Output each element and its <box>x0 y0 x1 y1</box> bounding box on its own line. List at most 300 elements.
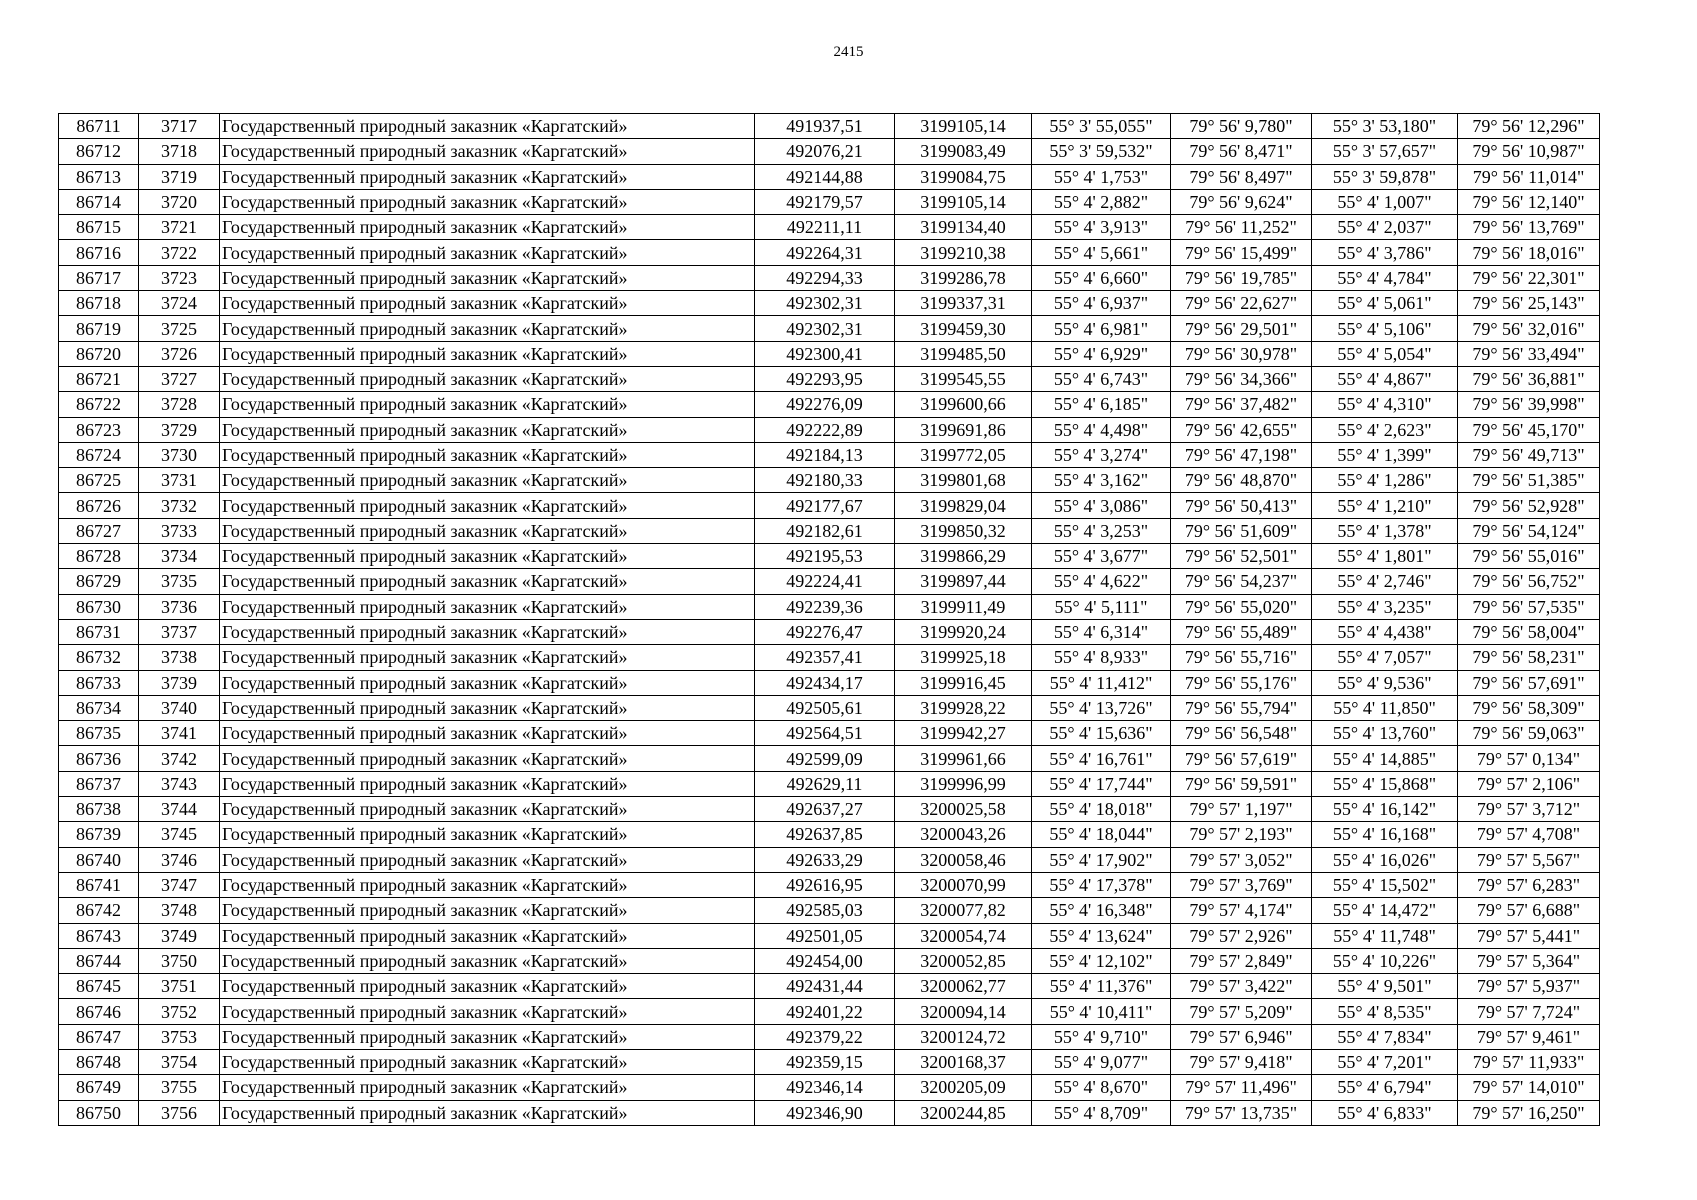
point-number-cell: 3739 <box>139 670 220 695</box>
longitude-alt-cell: 79° 57' 6,688" <box>1458 898 1600 923</box>
y-coordinate-cell: 3199084,75 <box>895 164 1032 189</box>
latitude-cell: 55° 4' 10,411" <box>1032 999 1171 1024</box>
latitude-alt-cell: 55° 4' 15,502" <box>1312 872 1458 897</box>
object-name-cell: Государственный природный заказник «Каргатский» <box>220 392 755 417</box>
object-name-cell: Государственный природный заказник «Каргатский» <box>220 847 755 872</box>
y-coordinate-cell: 3199691,86 <box>895 417 1032 442</box>
latitude-cell: 55° 4' 11,376" <box>1032 974 1171 999</box>
x-coordinate-cell: 492633,29 <box>755 847 895 872</box>
row-number-cell: 86736 <box>59 746 139 771</box>
longitude-alt-cell: 79° 56' 58,231" <box>1458 645 1600 670</box>
x-coordinate-cell: 492184,13 <box>755 442 895 467</box>
point-number-cell: 3752 <box>139 999 220 1024</box>
object-name-cell: Государственный природный заказник «Каргатский» <box>220 974 755 999</box>
x-coordinate-cell: 492211,11 <box>755 215 895 240</box>
longitude-alt-cell: 79° 56' 58,004" <box>1458 619 1600 644</box>
longitude-alt-cell: 79° 56' 57,535" <box>1458 594 1600 619</box>
object-name-cell: Государственный природный заказник «Каргатский» <box>220 114 755 139</box>
y-coordinate-cell: 3200077,82 <box>895 898 1032 923</box>
latitude-cell: 55° 4' 4,622" <box>1032 569 1171 594</box>
table-row <box>59 1075 1600 1100</box>
point-number-cell: 3724 <box>139 291 220 316</box>
y-coordinate-cell: 3199928,22 <box>895 695 1032 720</box>
longitude-cell: 79° 56' 56,548" <box>1171 721 1312 746</box>
point-number-cell: 3751 <box>139 974 220 999</box>
latitude-cell: 55° 4' 13,726" <box>1032 695 1171 720</box>
latitude-alt-cell: 55° 4' 4,310" <box>1312 392 1458 417</box>
latitude-cell: 55° 4' 3,274" <box>1032 442 1171 467</box>
table-row <box>59 544 1600 569</box>
x-coordinate-cell: 492180,33 <box>755 468 895 493</box>
y-coordinate-cell: 3199772,05 <box>895 442 1032 467</box>
object-name-cell: Государственный природный заказник «Каргатский» <box>220 948 755 973</box>
x-coordinate-cell: 492294,33 <box>755 265 895 290</box>
latitude-alt-cell: 55° 4' 1,007" <box>1312 189 1458 214</box>
row-number-cell: 86717 <box>59 265 139 290</box>
point-number-cell: 3749 <box>139 923 220 948</box>
latitude-alt-cell: 55° 4' 4,867" <box>1312 366 1458 391</box>
row-number-cell: 86723 <box>59 417 139 442</box>
object-name-cell: Государственный природный заказник «Каргатский» <box>220 695 755 720</box>
longitude-cell: 79° 56' 11,252" <box>1171 215 1312 240</box>
latitude-alt-cell: 55° 4' 2,623" <box>1312 417 1458 442</box>
row-number-cell: 86725 <box>59 468 139 493</box>
latitude-cell: 55° 4' 17,902" <box>1032 847 1171 872</box>
table-row <box>59 999 1600 1024</box>
longitude-cell: 79° 56' 34,366" <box>1171 366 1312 391</box>
latitude-cell: 55° 4' 16,348" <box>1032 898 1171 923</box>
latitude-alt-cell: 55° 4' 13,760" <box>1312 721 1458 746</box>
longitude-cell: 79° 57' 2,193" <box>1171 822 1312 847</box>
longitude-alt-cell: 79° 57' 5,441" <box>1458 923 1600 948</box>
latitude-cell: 55° 4' 17,378" <box>1032 872 1171 897</box>
latitude-cell: 55° 4' 18,018" <box>1032 797 1171 822</box>
latitude-alt-cell: 55° 4' 1,210" <box>1312 493 1458 518</box>
object-name-cell: Государственный природный заказник «Каргатский» <box>220 316 755 341</box>
point-number-cell: 3748 <box>139 898 220 923</box>
longitude-cell: 79° 56' 19,785" <box>1171 265 1312 290</box>
latitude-cell: 55° 4' 6,937" <box>1032 291 1171 316</box>
table-row <box>59 1100 1600 1125</box>
latitude-alt-cell: 55° 4' 6,833" <box>1312 1100 1458 1125</box>
table-row <box>59 493 1600 518</box>
y-coordinate-cell: 3199286,78 <box>895 265 1032 290</box>
longitude-alt-cell: 79° 56' 52,928" <box>1458 493 1600 518</box>
x-coordinate-cell: 492144,88 <box>755 164 895 189</box>
latitude-cell: 55° 4' 16,761" <box>1032 746 1171 771</box>
object-name-cell: Государственный природный заказник «Каргатский» <box>220 139 755 164</box>
longitude-alt-cell: 79° 57' 14,010" <box>1458 1075 1600 1100</box>
point-number-cell: 3743 <box>139 771 220 796</box>
y-coordinate-cell: 3200094,14 <box>895 999 1032 1024</box>
longitude-cell: 79° 56' 30,978" <box>1171 341 1312 366</box>
longitude-alt-cell: 79° 57' 11,933" <box>1458 1049 1600 1074</box>
object-name-cell: Государственный природный заказник «Каргатский» <box>220 999 755 1024</box>
longitude-alt-cell: 79° 57' 0,134" <box>1458 746 1600 771</box>
longitude-cell: 79° 56' 9,624" <box>1171 189 1312 214</box>
row-number-cell: 86740 <box>59 847 139 872</box>
x-coordinate-cell: 492276,09 <box>755 392 895 417</box>
x-coordinate-cell: 492346,90 <box>755 1100 895 1125</box>
longitude-cell: 79° 56' 55,716" <box>1171 645 1312 670</box>
point-number-cell: 3746 <box>139 847 220 872</box>
x-coordinate-cell: 492302,31 <box>755 291 895 316</box>
row-number-cell: 86732 <box>59 645 139 670</box>
longitude-alt-cell: 79° 56' 36,881" <box>1458 366 1600 391</box>
table-row <box>59 948 1600 973</box>
x-coordinate-cell: 492224,41 <box>755 569 895 594</box>
x-coordinate-cell: 492276,47 <box>755 619 895 644</box>
longitude-alt-cell: 79° 56' 10,987" <box>1458 139 1600 164</box>
object-name-cell: Государственный природный заказник «Каргатский» <box>220 1024 755 1049</box>
x-coordinate-cell: 492264,31 <box>755 240 895 265</box>
longitude-cell: 79° 57' 1,197" <box>1171 797 1312 822</box>
latitude-cell: 55° 4' 3,162" <box>1032 468 1171 493</box>
y-coordinate-cell: 3200062,77 <box>895 974 1032 999</box>
longitude-alt-cell: 79° 57' 4,708" <box>1458 822 1600 847</box>
table-row <box>59 1024 1600 1049</box>
longitude-alt-cell: 79° 57' 2,106" <box>1458 771 1600 796</box>
row-number-cell: 86749 <box>59 1075 139 1100</box>
y-coordinate-cell: 3199083,49 <box>895 139 1032 164</box>
latitude-alt-cell: 55° 4' 3,235" <box>1312 594 1458 619</box>
y-coordinate-cell: 3200205,09 <box>895 1075 1032 1100</box>
latitude-cell: 55° 4' 5,111" <box>1032 594 1171 619</box>
longitude-alt-cell: 79° 56' 56,752" <box>1458 569 1600 594</box>
latitude-cell: 55° 4' 9,077" <box>1032 1049 1171 1074</box>
row-number-cell: 86727 <box>59 518 139 543</box>
longitude-cell: 79° 56' 57,619" <box>1171 746 1312 771</box>
x-coordinate-cell: 491937,51 <box>755 114 895 139</box>
longitude-cell: 79° 56' 55,489" <box>1171 619 1312 644</box>
latitude-alt-cell: 55° 4' 11,748" <box>1312 923 1458 948</box>
y-coordinate-cell: 3200054,74 <box>895 923 1032 948</box>
point-number-cell: 3750 <box>139 948 220 973</box>
table-row <box>59 923 1600 948</box>
point-number-cell: 3717 <box>139 114 220 139</box>
object-name-cell: Государственный природный заказник «Каргатский» <box>220 594 755 619</box>
point-number-cell: 3731 <box>139 468 220 493</box>
point-number-cell: 3719 <box>139 164 220 189</box>
longitude-alt-cell: 79° 57' 5,937" <box>1458 974 1600 999</box>
object-name-cell: Государственный природный заказник «Каргатский» <box>220 771 755 796</box>
x-coordinate-cell: 492564,51 <box>755 721 895 746</box>
longitude-cell: 79° 57' 5,209" <box>1171 999 1312 1024</box>
y-coordinate-cell: 3199545,55 <box>895 366 1032 391</box>
latitude-alt-cell: 55° 4' 5,061" <box>1312 291 1458 316</box>
latitude-cell: 55° 3' 55,055" <box>1032 114 1171 139</box>
longitude-cell: 79° 56' 8,497" <box>1171 164 1312 189</box>
row-number-cell: 86737 <box>59 771 139 796</box>
longitude-alt-cell: 79° 56' 57,691" <box>1458 670 1600 695</box>
longitude-cell: 79° 56' 54,237" <box>1171 569 1312 594</box>
x-coordinate-cell: 492293,95 <box>755 366 895 391</box>
row-number-cell: 86742 <box>59 898 139 923</box>
x-coordinate-cell: 492434,17 <box>755 670 895 695</box>
row-number-cell: 86747 <box>59 1024 139 1049</box>
table-row <box>59 291 1600 316</box>
object-name-cell: Государственный природный заказник «Каргатский» <box>220 442 755 467</box>
latitude-alt-cell: 55° 4' 9,501" <box>1312 974 1458 999</box>
point-number-cell: 3735 <box>139 569 220 594</box>
longitude-cell: 79° 56' 51,609" <box>1171 518 1312 543</box>
latitude-alt-cell: 55° 4' 16,168" <box>1312 822 1458 847</box>
point-number-cell: 3726 <box>139 341 220 366</box>
table-row <box>59 189 1600 214</box>
latitude-alt-cell: 55° 4' 2,037" <box>1312 215 1458 240</box>
latitude-cell: 55° 4' 6,743" <box>1032 366 1171 391</box>
point-number-cell: 3744 <box>139 797 220 822</box>
latitude-alt-cell: 55° 4' 7,834" <box>1312 1024 1458 1049</box>
object-name-cell: Государственный природный заказник «Каргатский» <box>220 721 755 746</box>
y-coordinate-cell: 3200052,85 <box>895 948 1032 973</box>
longitude-cell: 79° 56' 37,482" <box>1171 392 1312 417</box>
latitude-alt-cell: 55° 4' 1,801" <box>1312 544 1458 569</box>
point-number-cell: 3754 <box>139 1049 220 1074</box>
table-row <box>59 619 1600 644</box>
latitude-alt-cell: 55° 4' 10,226" <box>1312 948 1458 973</box>
x-coordinate-cell: 492637,27 <box>755 797 895 822</box>
table-row <box>59 240 1600 265</box>
latitude-cell: 55° 4' 8,709" <box>1032 1100 1171 1125</box>
longitude-alt-cell: 79° 56' 12,296" <box>1458 114 1600 139</box>
y-coordinate-cell: 3200168,37 <box>895 1049 1032 1074</box>
y-coordinate-cell: 3199210,38 <box>895 240 1032 265</box>
latitude-alt-cell: 55° 4' 4,784" <box>1312 265 1458 290</box>
y-coordinate-cell: 3199600,66 <box>895 392 1032 417</box>
x-coordinate-cell: 492300,41 <box>755 341 895 366</box>
object-name-cell: Государственный природный заказник «Каргатский» <box>220 822 755 847</box>
x-coordinate-cell: 492357,41 <box>755 645 895 670</box>
point-number-cell: 3733 <box>139 518 220 543</box>
latitude-cell: 55° 4' 6,660" <box>1032 265 1171 290</box>
object-name-cell: Государственный природный заказник «Каргатский» <box>220 493 755 518</box>
table-row <box>59 1049 1600 1074</box>
latitude-cell: 55° 4' 6,929" <box>1032 341 1171 366</box>
table-row <box>59 645 1600 670</box>
longitude-alt-cell: 79° 57' 3,712" <box>1458 797 1600 822</box>
x-coordinate-cell: 492379,22 <box>755 1024 895 1049</box>
row-number-cell: 86720 <box>59 341 139 366</box>
latitude-alt-cell: 55° 4' 9,536" <box>1312 670 1458 695</box>
x-coordinate-cell: 492222,89 <box>755 417 895 442</box>
point-number-cell: 3732 <box>139 493 220 518</box>
object-name-cell: Государственный природный заказник «Каргатский» <box>220 468 755 493</box>
row-number-cell: 86746 <box>59 999 139 1024</box>
longitude-alt-cell: 79° 56' 54,124" <box>1458 518 1600 543</box>
table-row <box>59 872 1600 897</box>
point-number-cell: 3718 <box>139 139 220 164</box>
object-name-cell: Государственный природный заказник «Каргатский» <box>220 215 755 240</box>
point-number-cell: 3720 <box>139 189 220 214</box>
table-row <box>59 670 1600 695</box>
table-row <box>59 721 1600 746</box>
table-row <box>59 898 1600 923</box>
table-row <box>59 847 1600 872</box>
table-row <box>59 746 1600 771</box>
x-coordinate-cell: 492599,09 <box>755 746 895 771</box>
point-number-cell: 3755 <box>139 1075 220 1100</box>
y-coordinate-cell: 3199485,50 <box>895 341 1032 366</box>
point-number-cell: 3721 <box>139 215 220 240</box>
latitude-alt-cell: 55° 4' 16,026" <box>1312 847 1458 872</box>
longitude-cell: 79° 57' 3,422" <box>1171 974 1312 999</box>
row-number-cell: 86724 <box>59 442 139 467</box>
latitude-cell: 55° 4' 3,086" <box>1032 493 1171 518</box>
latitude-cell: 55° 4' 3,677" <box>1032 544 1171 569</box>
longitude-alt-cell: 79° 56' 51,385" <box>1458 468 1600 493</box>
point-number-cell: 3741 <box>139 721 220 746</box>
table-row <box>59 468 1600 493</box>
table-row <box>59 164 1600 189</box>
latitude-cell: 55° 4' 15,636" <box>1032 721 1171 746</box>
longitude-cell: 79° 56' 55,020" <box>1171 594 1312 619</box>
row-number-cell: 86739 <box>59 822 139 847</box>
point-number-cell: 3738 <box>139 645 220 670</box>
point-number-cell: 3737 <box>139 619 220 644</box>
table-row <box>59 569 1600 594</box>
x-coordinate-cell: 492302,31 <box>755 316 895 341</box>
object-name-cell: Государственный природный заказник «Каргатский» <box>220 544 755 569</box>
longitude-cell: 79° 56' 8,471" <box>1171 139 1312 164</box>
longitude-cell: 79° 56' 22,627" <box>1171 291 1312 316</box>
y-coordinate-cell: 3200025,58 <box>895 797 1032 822</box>
row-number-cell: 86738 <box>59 797 139 822</box>
y-coordinate-cell: 3199105,14 <box>895 114 1032 139</box>
row-number-cell: 86748 <box>59 1049 139 1074</box>
longitude-cell: 79° 56' 59,591" <box>1171 771 1312 796</box>
row-number-cell: 86715 <box>59 215 139 240</box>
row-number-cell: 86729 <box>59 569 139 594</box>
y-coordinate-cell: 3200124,72 <box>895 1024 1032 1049</box>
longitude-cell: 79° 56' 55,176" <box>1171 670 1312 695</box>
table-row <box>59 316 1600 341</box>
row-number-cell: 86726 <box>59 493 139 518</box>
longitude-alt-cell: 79° 57' 5,567" <box>1458 847 1600 872</box>
row-number-cell: 86741 <box>59 872 139 897</box>
object-name-cell: Государственный природный заказник «Каргатский» <box>220 1100 755 1125</box>
longitude-alt-cell: 79° 57' 6,283" <box>1458 872 1600 897</box>
latitude-alt-cell: 55° 4' 11,850" <box>1312 695 1458 720</box>
longitude-alt-cell: 79° 56' 32,016" <box>1458 316 1600 341</box>
object-name-cell: Государственный природный заказник «Каргатский» <box>220 417 755 442</box>
latitude-alt-cell: 55° 3' 59,878" <box>1312 164 1458 189</box>
latitude-cell: 55° 4' 6,981" <box>1032 316 1171 341</box>
latitude-cell: 55° 4' 13,624" <box>1032 923 1171 948</box>
point-number-cell: 3745 <box>139 822 220 847</box>
row-number-cell: 86722 <box>59 392 139 417</box>
x-coordinate-cell: 492076,21 <box>755 139 895 164</box>
y-coordinate-cell: 3199961,66 <box>895 746 1032 771</box>
latitude-cell: 55° 4' 6,314" <box>1032 619 1171 644</box>
x-coordinate-cell: 492431,44 <box>755 974 895 999</box>
latitude-cell: 55° 4' 8,933" <box>1032 645 1171 670</box>
point-number-cell: 3725 <box>139 316 220 341</box>
longitude-cell: 79° 56' 52,501" <box>1171 544 1312 569</box>
row-number-cell: 86716 <box>59 240 139 265</box>
longitude-cell: 79° 57' 2,849" <box>1171 948 1312 973</box>
table-row <box>59 341 1600 366</box>
y-coordinate-cell: 3200043,26 <box>895 822 1032 847</box>
row-number-cell: 86731 <box>59 619 139 644</box>
row-number-cell: 86711 <box>59 114 139 139</box>
latitude-cell: 55° 4' 17,744" <box>1032 771 1171 796</box>
latitude-cell: 55° 4' 3,913" <box>1032 215 1171 240</box>
y-coordinate-cell: 3199459,30 <box>895 316 1032 341</box>
latitude-alt-cell: 55° 4' 1,286" <box>1312 468 1458 493</box>
y-coordinate-cell: 3200244,85 <box>895 1100 1032 1125</box>
object-name-cell: Государственный природный заказник «Каргатский» <box>220 797 755 822</box>
object-name-cell: Государственный природный заказник «Каргатский» <box>220 923 755 948</box>
x-coordinate-cell: 492182,61 <box>755 518 895 543</box>
latitude-alt-cell: 55° 4' 3,786" <box>1312 240 1458 265</box>
x-coordinate-cell: 492616,95 <box>755 872 895 897</box>
longitude-alt-cell: 79° 56' 33,494" <box>1458 341 1600 366</box>
x-coordinate-cell: 492454,00 <box>755 948 895 973</box>
latitude-cell: 55° 4' 3,253" <box>1032 518 1171 543</box>
longitude-alt-cell: 79° 56' 58,309" <box>1458 695 1600 720</box>
row-number-cell: 86744 <box>59 948 139 973</box>
y-coordinate-cell: 3199920,24 <box>895 619 1032 644</box>
longitude-alt-cell: 79° 56' 49,713" <box>1458 442 1600 467</box>
table-row <box>59 417 1600 442</box>
object-name-cell: Государственный природный заказник «Каргатский» <box>220 265 755 290</box>
object-name-cell: Государственный природный заказник «Каргатский» <box>220 670 755 695</box>
object-name-cell: Государственный природный заказник «Каргатский» <box>220 240 755 265</box>
y-coordinate-cell: 3199942,27 <box>895 721 1032 746</box>
x-coordinate-cell: 492401,22 <box>755 999 895 1024</box>
longitude-cell: 79° 57' 6,946" <box>1171 1024 1312 1049</box>
table-row <box>59 139 1600 164</box>
row-number-cell: 86721 <box>59 366 139 391</box>
longitude-alt-cell: 79° 56' 25,143" <box>1458 291 1600 316</box>
longitude-alt-cell: 79° 56' 39,998" <box>1458 392 1600 417</box>
x-coordinate-cell: 492637,85 <box>755 822 895 847</box>
row-number-cell: 86714 <box>59 189 139 214</box>
row-number-cell: 86712 <box>59 139 139 164</box>
table-row <box>59 822 1600 847</box>
object-name-cell: Государственный природный заказник «Каргатский» <box>220 341 755 366</box>
point-number-cell: 3722 <box>139 240 220 265</box>
point-number-cell: 3728 <box>139 392 220 417</box>
point-number-cell: 3727 <box>139 366 220 391</box>
y-coordinate-cell: 3199337,31 <box>895 291 1032 316</box>
longitude-cell: 79° 57' 9,418" <box>1171 1049 1312 1074</box>
y-coordinate-cell: 3199996,99 <box>895 771 1032 796</box>
point-number-cell: 3740 <box>139 695 220 720</box>
row-number-cell: 86728 <box>59 544 139 569</box>
longitude-alt-cell: 79° 57' 7,724" <box>1458 999 1600 1024</box>
point-number-cell: 3734 <box>139 544 220 569</box>
coordinates-table <box>58 113 1600 1126</box>
table-row <box>59 392 1600 417</box>
latitude-alt-cell: 55° 4' 6,794" <box>1312 1075 1458 1100</box>
longitude-alt-cell: 79° 57' 9,461" <box>1458 1024 1600 1049</box>
row-number-cell: 86743 <box>59 923 139 948</box>
y-coordinate-cell: 3199801,68 <box>895 468 1032 493</box>
y-coordinate-cell: 3200058,46 <box>895 847 1032 872</box>
latitude-cell: 55° 4' 12,102" <box>1032 948 1171 973</box>
latitude-cell: 55° 4' 1,753" <box>1032 164 1171 189</box>
longitude-cell: 79° 56' 55,794" <box>1171 695 1312 720</box>
x-coordinate-cell: 492179,57 <box>755 189 895 214</box>
row-number-cell: 86734 <box>59 695 139 720</box>
point-number-cell: 3753 <box>139 1024 220 1049</box>
latitude-cell: 55° 4' 5,661" <box>1032 240 1171 265</box>
longitude-cell: 79° 57' 13,735" <box>1171 1100 1312 1125</box>
longitude-alt-cell: 79° 56' 59,063" <box>1458 721 1600 746</box>
point-number-cell: 3729 <box>139 417 220 442</box>
